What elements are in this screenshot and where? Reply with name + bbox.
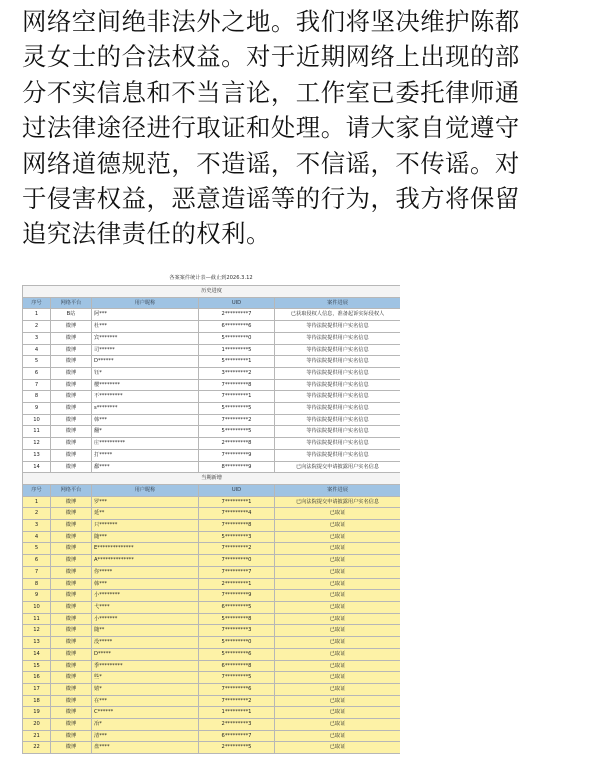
cell-uid: 7*********7 — [199, 566, 275, 578]
cell-uid: 5*********8 — [199, 613, 275, 625]
table-row — [23, 449, 401, 461]
cell-nickname: E************** — [92, 543, 199, 555]
cell-progress: 等待法院提供用户实名信息 — [275, 367, 401, 379]
cell-progress: 等待法院提供用户实名信息 — [275, 332, 401, 344]
cell-platform: 微博 — [51, 391, 92, 403]
cell-nickname: 在*** — [92, 695, 199, 707]
cell-index: 2 — [23, 508, 51, 520]
table-row — [23, 531, 401, 543]
statement-line: 于侵害权益，恶意造谣等的行为，我方将保留 — [22, 184, 520, 214]
cell-index: 6 — [23, 555, 51, 567]
cell-platform: 微博 — [51, 414, 92, 426]
cell-uid: 5*********5 — [199, 426, 275, 438]
cell-progress: 等待法院提供用户实名信息 — [275, 391, 401, 403]
cell-nickname: C****** — [92, 707, 199, 719]
cell-uid: 7*********1 — [199, 496, 275, 508]
cell-platform: 微博 — [51, 601, 92, 613]
column-header: 用户昵称 — [92, 484, 199, 496]
cell-uid: 2*********8 — [199, 438, 275, 450]
cell-progress: 等待法院提供用户实名信息 — [275, 356, 401, 368]
table-row — [23, 403, 401, 415]
cell-index: 1 — [23, 309, 51, 321]
history-section-label: 历史进度 — [23, 286, 401, 298]
cell-nickname: 钰* — [92, 367, 199, 379]
table-row — [23, 719, 401, 731]
table-row — [23, 344, 401, 356]
cell-index: 5 — [23, 543, 51, 555]
cell-uid: 7*********8 — [199, 520, 275, 532]
cell-platform: 微博 — [51, 719, 92, 731]
cell-index: 3 — [23, 332, 51, 344]
cell-uid: 5*********0 — [199, 332, 275, 344]
cell-nickname: 随** — [92, 625, 199, 637]
cell-nickname: D****** — [92, 356, 199, 368]
table-row — [23, 367, 401, 379]
column-header: 序号 — [23, 297, 51, 309]
cell-uid: 2*********3 — [199, 719, 275, 731]
cell-nickname: 季********* — [92, 660, 199, 672]
column-header: 用户昵称 — [92, 297, 199, 309]
cell-uid: 7*********2 — [199, 543, 275, 555]
cell-nickname: 樱******** — [92, 379, 199, 391]
cell-progress: 等待法院提供用户实名信息 — [275, 344, 401, 356]
cell-uid: 7*********1 — [199, 391, 275, 403]
cell-uid: 1*********1 — [199, 707, 275, 719]
cell-index: 12 — [23, 625, 51, 637]
table-row — [23, 461, 401, 473]
cell-platform: 微博 — [51, 344, 92, 356]
cell-platform: 微博 — [51, 426, 92, 438]
cell-uid: 6*********6 — [199, 321, 275, 333]
cell-uid: 5*********3 — [199, 531, 275, 543]
table-row — [23, 321, 401, 333]
statement-line: 网络道德规范，不造谣，不信谣，不传谣。对 — [22, 148, 520, 178]
table-row — [23, 613, 401, 625]
cell-progress: 等待法院提供用户实名信息 — [275, 438, 401, 450]
cell-progress: 已取证 — [275, 660, 401, 672]
table-row — [23, 601, 401, 613]
cell-uid: 2*********5 — [199, 742, 275, 754]
cell-platform: 微博 — [51, 321, 92, 333]
cell-index: 22 — [23, 742, 51, 754]
cell-platform: 微博 — [51, 637, 92, 649]
cell-nickname: 阿*** — [92, 309, 199, 321]
cell-nickname: 你***** — [92, 566, 199, 578]
table-row — [23, 566, 401, 578]
cell-index: 11 — [23, 613, 51, 625]
cell-nickname: 不********* — [92, 391, 199, 403]
cell-platform: 微博 — [51, 672, 92, 684]
cell-platform: 微博 — [51, 648, 92, 660]
table-row — [23, 309, 401, 321]
cell-platform: 微博 — [51, 379, 92, 391]
table-row — [23, 379, 401, 391]
cell-index: 14 — [23, 461, 51, 473]
cell-index: 3 — [23, 520, 51, 532]
cell-progress: 已取证 — [275, 637, 401, 649]
cell-index: 13 — [23, 637, 51, 649]
cell-index: 4 — [23, 344, 51, 356]
cell-index: 14 — [23, 648, 51, 660]
table-row — [23, 520, 401, 532]
cell-progress: 已取证 — [275, 625, 401, 637]
cell-platform: 微博 — [51, 520, 92, 532]
cell-uid: 7*********4 — [199, 508, 275, 520]
cell-progress: 等待法院提供用户实名信息 — [275, 414, 401, 426]
cell-progress: 已取证 — [275, 601, 401, 613]
cell-uid: 7*********6 — [199, 683, 275, 695]
cell-nickname: 随*** — [92, 531, 199, 543]
cell-nickname: 打***** — [92, 449, 199, 461]
cell-nickname: 庄********** — [92, 438, 199, 450]
cell-progress: 已取证 — [275, 508, 401, 520]
cell-index: 2 — [23, 321, 51, 333]
cell-platform: 微博 — [51, 438, 92, 450]
sheet-title: 各案案件统计表—截止到2026.3.12 — [169, 275, 253, 281]
cell-progress: 已获取侵权人信息，准备起诉实际侵权人 — [275, 309, 401, 321]
cell-index: 9 — [23, 403, 51, 415]
cell-platform: 微博 — [51, 742, 92, 754]
cell-uid: 1*********5 — [199, 344, 275, 356]
cell-progress: 已取证 — [275, 578, 401, 590]
cell-nickname: 小******* — [92, 613, 199, 625]
cell-nickname: D***** — [92, 648, 199, 660]
cell-index: 19 — [23, 707, 51, 719]
table-row — [23, 426, 401, 438]
cell-platform: 微博 — [51, 578, 92, 590]
cell-uid: 7*********9 — [199, 449, 275, 461]
column-header: 案件进展 — [275, 297, 401, 309]
cell-progress: 已取证 — [275, 707, 401, 719]
cell-platform: 微博 — [51, 695, 92, 707]
cell-uid: 8*********9 — [199, 461, 275, 473]
cell-nickname: s******** — [92, 403, 199, 415]
cell-progress: 已取证 — [275, 648, 401, 660]
cell-platform: 微博 — [51, 461, 92, 473]
cell-progress: 已向法院提交申请披露用户实名信息 — [275, 461, 401, 473]
cell-nickname: 盘**** — [92, 742, 199, 754]
cell-index: 5 — [23, 356, 51, 368]
current-section-label: 当期新增 — [23, 473, 401, 485]
cell-nickname: 韩*** — [92, 578, 199, 590]
table-row — [23, 625, 401, 637]
table-row — [23, 414, 401, 426]
table-row — [23, 648, 401, 660]
cell-platform: B站 — [51, 309, 92, 321]
cell-progress: 等待法院提供用户实名信息 — [275, 426, 401, 438]
cell-index: 10 — [23, 601, 51, 613]
table-row — [23, 637, 401, 649]
cell-progress: 已向法院提交申请披露用户实名信息 — [275, 496, 401, 508]
column-header: 网络平台 — [51, 297, 92, 309]
statement-line: 网络空间绝非法外之地。我们将坚决维护陈都 — [22, 7, 520, 36]
case-statistics-sheet — [22, 272, 400, 758]
table-row — [23, 707, 401, 719]
cell-uid: 6*********5 — [199, 601, 275, 613]
cell-platform: 微博 — [51, 332, 92, 344]
cell-nickname: 司****** — [92, 344, 199, 356]
cell-uid: 7*********2 — [199, 414, 275, 426]
cell-platform: 微博 — [51, 356, 92, 368]
table-row — [23, 391, 401, 403]
cell-progress: 已取证 — [275, 520, 401, 532]
table-header-row — [23, 484, 401, 496]
table-row — [23, 332, 401, 344]
cell-progress: 等待法院提供用户实名信息 — [275, 321, 401, 333]
cell-index: 8 — [23, 578, 51, 590]
table-header-row — [23, 297, 401, 309]
cell-uid: 5*********6 — [199, 648, 275, 660]
cell-nickname: 宾******* — [92, 332, 199, 344]
cell-progress: 已取证 — [275, 719, 401, 731]
statement-line: 过法律途径进行取证和处理。请大家自觉遵守 — [22, 113, 520, 143]
table-row — [23, 683, 401, 695]
column-header: 网络平台 — [51, 484, 92, 496]
cell-index: 21 — [23, 730, 51, 742]
cell-platform: 微博 — [51, 660, 92, 672]
cell-progress: 等待法院提供用户实名信息 — [275, 449, 401, 461]
cell-index: 9 — [23, 590, 51, 602]
cell-nickname: 没***** — [92, 637, 199, 649]
cell-uid: 2*********7 — [199, 309, 275, 321]
statement-line: 灵女士的合法权益。对于近期网络上出现的部 — [22, 42, 520, 72]
cell-progress: 已取证 — [275, 590, 401, 602]
table-row — [23, 730, 401, 742]
cell-platform: 微博 — [51, 496, 92, 508]
table-row — [23, 660, 401, 672]
table-row — [23, 590, 401, 602]
cell-platform: 微博 — [51, 531, 92, 543]
cell-uid: 7*********0 — [199, 555, 275, 567]
cell-index: 16 — [23, 672, 51, 684]
cell-platform: 微博 — [51, 730, 92, 742]
cell-progress: 已取证 — [275, 730, 401, 742]
cell-progress: 已取证 — [275, 683, 401, 695]
cell-nickname: 弋**** — [92, 601, 199, 613]
cell-nickname: 只******* — [92, 520, 199, 532]
table-row — [23, 672, 401, 684]
table-row — [23, 508, 401, 520]
cell-platform: 微博 — [51, 566, 92, 578]
cell-nickname: 翻* — [92, 426, 199, 438]
cell-nickname: 罗*** — [92, 496, 199, 508]
cell-index: 7 — [23, 566, 51, 578]
cell-progress: 已取证 — [275, 672, 401, 684]
cell-nickname: 韩*** — [92, 414, 199, 426]
cell-uid: 5*********0 — [199, 637, 275, 649]
cell-index: 4 — [23, 531, 51, 543]
cell-uid: 6*********7 — [199, 730, 275, 742]
cell-uid: 7*********3 — [199, 625, 275, 637]
cell-platform: 微博 — [51, 449, 92, 461]
cell-progress: 已取证 — [275, 566, 401, 578]
cell-index: 13 — [23, 449, 51, 461]
cell-nickname: 嬉* — [92, 683, 199, 695]
cell-uid: 5*********1 — [199, 356, 275, 368]
cell-index: 15 — [23, 660, 51, 672]
cell-index: 20 — [23, 719, 51, 731]
cell-platform: 微博 — [51, 707, 92, 719]
table-row — [23, 695, 401, 707]
cell-uid: 7*********5 — [199, 672, 275, 684]
cell-uid: 2*********1 — [199, 578, 275, 590]
cell-platform: 微博 — [51, 613, 92, 625]
column-header: 序号 — [23, 484, 51, 496]
statement-text — [22, 4, 592, 252]
cell-progress: 等待法院提供用户实名信息 — [275, 403, 401, 415]
cell-nickname: 冶* — [92, 719, 199, 731]
statement-line: 追究法律责任的权利。 — [22, 219, 271, 249]
cell-index: 10 — [23, 414, 51, 426]
table-row — [23, 438, 401, 450]
case-table — [22, 285, 400, 754]
cell-index: 17 — [23, 683, 51, 695]
cell-index: 18 — [23, 695, 51, 707]
cell-nickname: 延** — [92, 508, 199, 520]
cell-platform: 微博 — [51, 555, 92, 567]
cell-nickname: A************** — [92, 555, 199, 567]
cell-platform: 微博 — [51, 367, 92, 379]
cell-uid: 6*********8 — [199, 660, 275, 672]
cell-progress: 已取证 — [275, 613, 401, 625]
cell-platform: 微博 — [51, 508, 92, 520]
cell-index: 11 — [23, 426, 51, 438]
table-row — [23, 555, 401, 567]
cell-nickname: 小******** — [92, 590, 199, 602]
cell-index: 8 — [23, 391, 51, 403]
cell-progress: 已取证 — [275, 555, 401, 567]
cell-index: 1 — [23, 496, 51, 508]
cell-index: 6 — [23, 367, 51, 379]
cell-platform: 微博 — [51, 543, 92, 555]
cell-progress: 已取证 — [275, 742, 401, 754]
cell-uid: 3*********2 — [199, 367, 275, 379]
current-section — [23, 473, 401, 485]
table-row — [23, 543, 401, 555]
cell-uid: 5*********5 — [199, 403, 275, 415]
table-row — [23, 578, 401, 590]
cell-progress: 已取证 — [275, 695, 401, 707]
cell-platform: 微博 — [51, 403, 92, 415]
table-row — [23, 742, 401, 754]
cell-platform: 微博 — [51, 590, 92, 602]
table-row — [23, 496, 401, 508]
cell-index: 7 — [23, 379, 51, 391]
column-header: 案件进展 — [275, 484, 401, 496]
cell-nickname: 些* — [92, 672, 199, 684]
cell-platform: 微博 — [51, 683, 92, 695]
history-section — [23, 286, 401, 298]
cell-progress: 等待法院提供用户实名信息 — [275, 379, 401, 391]
table-row — [23, 356, 401, 368]
cell-nickname: 鄱**** — [92, 461, 199, 473]
cell-uid: 7*********9 — [199, 590, 275, 602]
column-header: UID — [199, 297, 275, 309]
cell-index: 12 — [23, 438, 51, 450]
cell-uid: 7*********8 — [199, 379, 275, 391]
cell-progress: 已取证 — [275, 543, 401, 555]
cell-progress: 已取证 — [275, 531, 401, 543]
statement-line: 分不实信息和不当言论，工作室已委托律师通 — [22, 77, 520, 107]
column-header: UID — [199, 484, 275, 496]
cell-nickname: 杜*** — [92, 321, 199, 333]
cell-platform: 微博 — [51, 625, 92, 637]
cell-nickname: 清*** — [92, 730, 199, 742]
cell-uid: 7*********2 — [199, 695, 275, 707]
